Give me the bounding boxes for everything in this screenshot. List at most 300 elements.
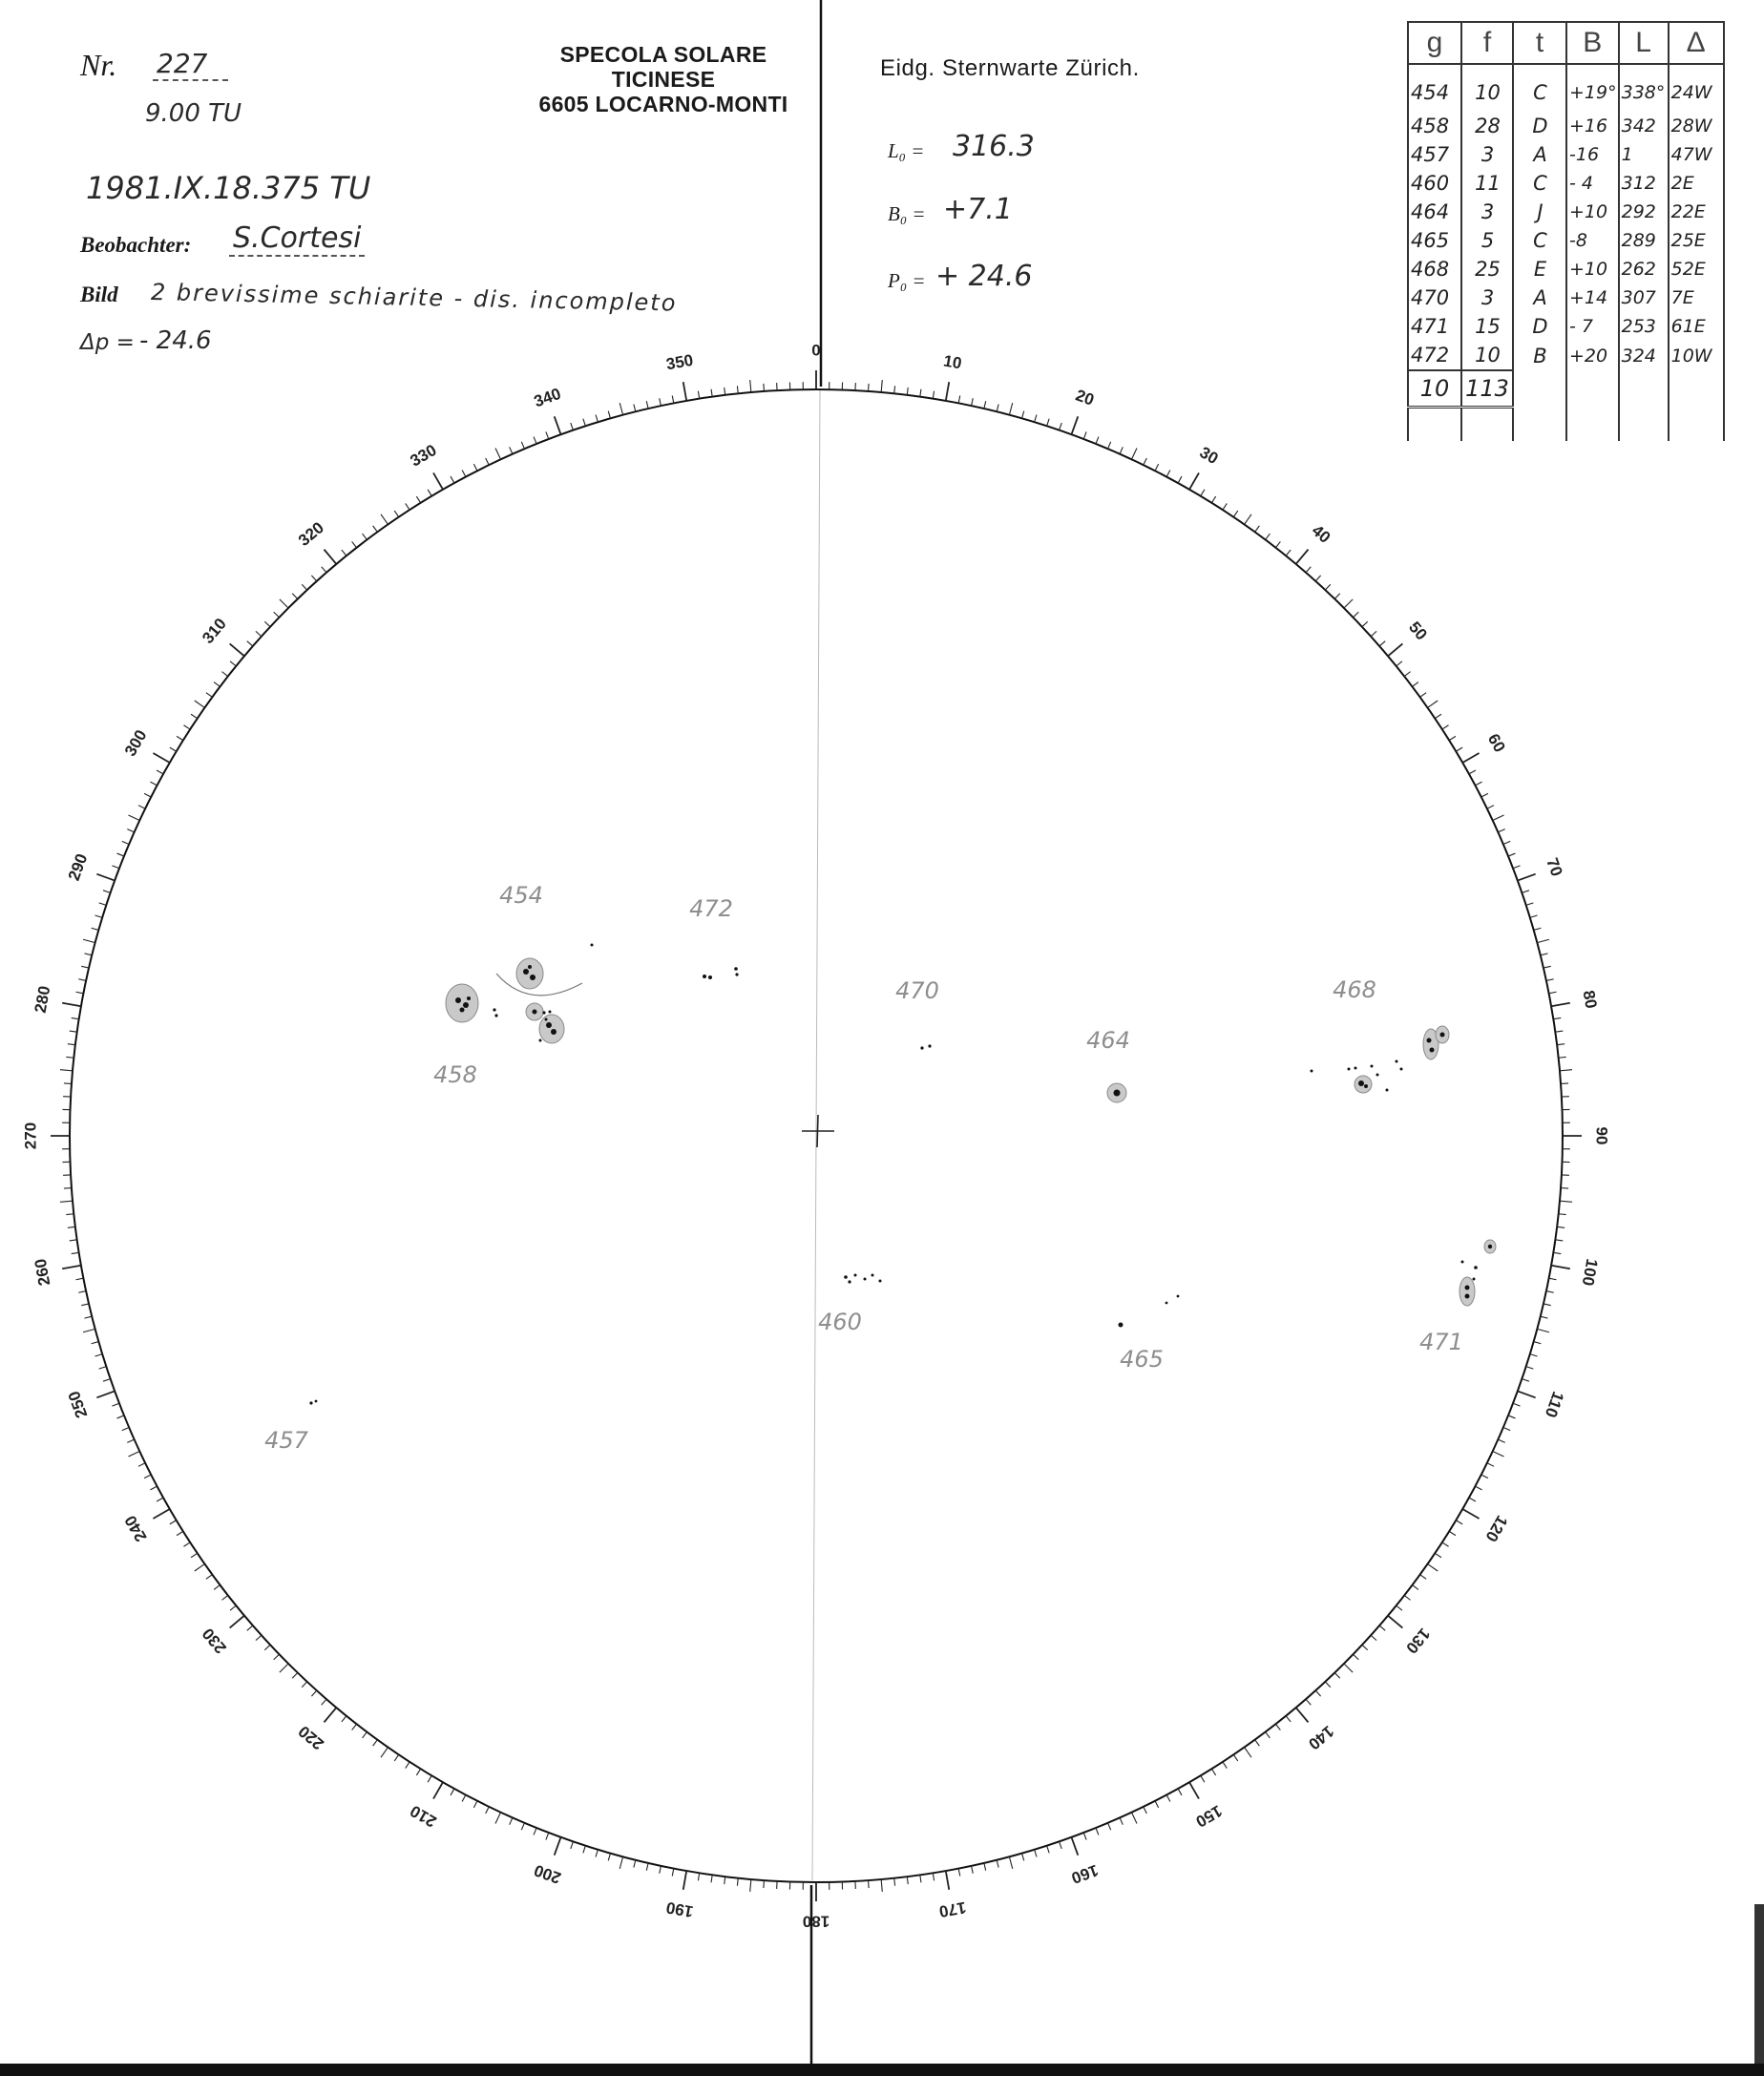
dial-tick [324, 1708, 336, 1722]
table-cell: 454 [1408, 64, 1461, 112]
dial-tick [381, 1748, 388, 1758]
dial-tick [534, 1828, 536, 1835]
dial-tick [433, 472, 443, 489]
umbra [1371, 1065, 1374, 1068]
penumbra-471 [1460, 1277, 1475, 1306]
table-cell: 1 [1619, 140, 1669, 169]
dial-tick [256, 631, 262, 636]
dial-tick [274, 1654, 280, 1660]
dial-tick [150, 1486, 157, 1490]
scan-bottom-edge [0, 2064, 1764, 2076]
dial-label: 160 [1068, 1860, 1102, 1888]
umbra [1427, 1038, 1432, 1043]
dial-tick [81, 966, 89, 968]
table-cell: 10 [1461, 64, 1513, 112]
dial-tick [1245, 1748, 1251, 1758]
dial-tick [433, 1782, 443, 1798]
dial-tick [1544, 966, 1551, 968]
dial-tick [103, 1379, 111, 1382]
dial-tick [933, 391, 934, 399]
dial-tick [206, 1575, 212, 1580]
umbra [1364, 1084, 1368, 1088]
dial-tick [1178, 1789, 1182, 1795]
umbra [533, 1010, 537, 1015]
table-header-3: B [1566, 22, 1619, 64]
umbra [920, 1046, 923, 1049]
umbra [539, 1039, 542, 1042]
dial-tick [1553, 1252, 1561, 1253]
dial-label: 310 [199, 615, 230, 647]
dial-tick [416, 1769, 420, 1775]
table-cell: +20 [1566, 341, 1619, 370]
dial-tick [711, 1875, 712, 1882]
dial-tick [1551, 1266, 1570, 1269]
dial-tick [1442, 725, 1449, 729]
dial-tick [1344, 599, 1353, 608]
dial-tick [1371, 631, 1376, 636]
dial-tick [1522, 891, 1529, 893]
dial-tick [958, 396, 960, 404]
table-cell: D [1513, 112, 1566, 140]
dial-tick [150, 782, 157, 786]
dial-tick [183, 1542, 190, 1546]
umbra [879, 1280, 882, 1283]
dial-tick [869, 1880, 870, 1888]
table-cell: 25E [1669, 226, 1724, 255]
umbra [549, 1011, 552, 1014]
dial-tick [1555, 1031, 1563, 1032]
dial-tick [1413, 682, 1418, 687]
dial-tick [1541, 954, 1548, 955]
group-label-472: 472 [689, 895, 733, 922]
dial-tick [112, 866, 118, 869]
dial-tick [230, 1605, 236, 1610]
dial-tick [1189, 1782, 1199, 1798]
institution-line-2: TICINESE [611, 67, 716, 92]
dial-tick [117, 1415, 124, 1418]
dial-tick [122, 841, 129, 844]
dial-label: 340 [531, 384, 564, 411]
dial-tick [1404, 672, 1410, 677]
dial-tick [764, 384, 765, 391]
dial-tick [1396, 1605, 1402, 1610]
umbra [735, 973, 738, 975]
table-header-2: t [1513, 22, 1566, 64]
dial-tick [1060, 423, 1062, 430]
dial-tick [311, 576, 316, 581]
umbra [494, 1014, 497, 1017]
dial-tick [958, 1869, 960, 1877]
dial-tick [1371, 1635, 1376, 1640]
dial-tick [221, 672, 227, 677]
dial-tick [83, 939, 95, 942]
table-cell: A [1513, 140, 1566, 169]
dial-tick [907, 1877, 908, 1884]
dial-tick [698, 1873, 699, 1880]
dial-label: 0 [811, 341, 821, 360]
dial-tick [1534, 928, 1542, 930]
group-label-471: 471 [1419, 1329, 1463, 1355]
dial-tick [170, 747, 177, 751]
dial-tick [510, 1817, 513, 1824]
dial-tick [634, 1860, 636, 1868]
dial-tick [324, 550, 336, 564]
dial-tick [1362, 1645, 1368, 1649]
dial-tick [473, 464, 477, 471]
dial-label: 210 [407, 1801, 440, 1832]
center-cross-v [817, 1115, 818, 1147]
dial-tick [1233, 1754, 1237, 1761]
dial-tick [363, 534, 368, 539]
dial-tick [191, 1553, 198, 1557]
dial-label: 40 [1308, 521, 1334, 547]
dial-tick [984, 1863, 986, 1871]
dial-tick [571, 1841, 574, 1849]
umbra [854, 1274, 857, 1277]
dial-tick [1508, 1415, 1515, 1418]
dial-tick [66, 1057, 74, 1058]
group-label-470: 470 [895, 977, 939, 1004]
observer-value: S.Cortesi [229, 221, 365, 257]
umbra [872, 1274, 874, 1277]
dial-tick [302, 1682, 306, 1688]
dial-tick [1541, 1316, 1548, 1318]
dial-tick [1047, 419, 1049, 427]
dial-label: 200 [531, 1860, 564, 1888]
dial-tick [997, 1860, 998, 1868]
dial-tick [394, 1754, 398, 1761]
group-label-468: 468 [1333, 976, 1376, 1003]
dial-tick [1544, 1304, 1551, 1306]
dial-tick [1518, 1391, 1536, 1397]
group-label-465: 465 [1120, 1346, 1164, 1373]
dial-tick [1557, 1044, 1564, 1045]
dial-tick [1442, 1542, 1449, 1546]
dial-tick [1559, 1057, 1566, 1058]
L0-value: 316.3 [953, 130, 1035, 163]
table-cell: -16 [1566, 140, 1619, 169]
nr-value: 227 [153, 48, 228, 81]
dial-tick [363, 1732, 368, 1738]
table-cell: 464 [1408, 198, 1461, 226]
dial-tick [95, 915, 103, 917]
table-cell: +10 [1566, 255, 1619, 283]
dial-tick [138, 1463, 145, 1467]
umbra [523, 969, 529, 975]
dial-tick [342, 1716, 346, 1722]
dial-tick [68, 1044, 75, 1045]
dial-tick [1526, 1367, 1534, 1369]
dial-tick [122, 1428, 129, 1431]
umbra [1114, 1090, 1121, 1097]
dial-tick [96, 1391, 115, 1397]
umbra [315, 1400, 318, 1403]
table-cell: E [1513, 255, 1566, 283]
dial-tick [451, 476, 454, 483]
bild-value: 2 brevissime schiarite - dis. incompleto [150, 279, 678, 317]
dial-tick [672, 396, 674, 404]
table-cell: 465 [1408, 226, 1461, 255]
umbra [703, 975, 706, 978]
umbra [1440, 1033, 1445, 1038]
dial-tick [322, 1699, 326, 1705]
dial-tick [1435, 1553, 1441, 1557]
table-cell: 292 [1619, 198, 1669, 226]
dial-tick [195, 1564, 205, 1571]
dial-tick [170, 1520, 177, 1524]
dial-tick [1493, 1451, 1504, 1456]
dial-tick [256, 1635, 262, 1640]
umbra [1354, 1067, 1357, 1070]
table-cell: 47W [1669, 140, 1724, 169]
dial-tick [920, 389, 921, 397]
umbra [1166, 1302, 1168, 1305]
dial-tick [83, 1329, 95, 1332]
dial-label: 130 [1402, 1625, 1434, 1657]
umbra [551, 1029, 556, 1035]
dial-tick [1522, 1379, 1529, 1382]
table-cell: +10 [1566, 198, 1619, 226]
dial-tick [62, 1003, 81, 1006]
dial-label: 350 [664, 350, 695, 374]
dial-tick [660, 398, 662, 406]
table-cell: 25 [1461, 255, 1513, 283]
dial-label: 150 [1192, 1801, 1226, 1832]
umbra [1461, 1261, 1464, 1264]
dial-tick [646, 1863, 648, 1871]
table-cell: 307 [1619, 283, 1669, 312]
dial-tick [907, 388, 908, 395]
B0-label: B₀ = [888, 202, 926, 225]
dial-label: 30 [1196, 443, 1222, 469]
table-cell: 253 [1619, 312, 1669, 341]
dial-tick [60, 1201, 73, 1202]
umbra [309, 1401, 312, 1404]
umbra [1474, 1266, 1478, 1269]
table-cell: 28W [1669, 112, 1724, 140]
dial-tick [608, 411, 610, 419]
table-cell: 5 [1461, 226, 1513, 255]
dial-tick [1296, 550, 1309, 564]
dial-tick [99, 903, 107, 905]
dial-tick [1035, 415, 1037, 423]
dial-tick [78, 1291, 86, 1293]
table-cell: 24W [1669, 64, 1724, 112]
dial-tick [462, 470, 466, 476]
dial-tick [1559, 1214, 1566, 1215]
table-header-4: L [1619, 22, 1669, 64]
dial-tick [76, 992, 84, 994]
table-cell: 468 [1408, 255, 1461, 283]
dial-tick [1498, 829, 1504, 832]
table-cell: 458 [1408, 112, 1461, 140]
dial-tick [1108, 442, 1111, 449]
table-cell: 61E [1669, 312, 1724, 341]
dial-tick [1555, 1240, 1563, 1241]
dial-tick [1255, 526, 1260, 532]
table-cell: B [1513, 341, 1566, 370]
dial-tick [92, 1342, 99, 1344]
dial-tick [112, 1403, 118, 1406]
dial-label: 320 [295, 518, 327, 550]
table-cell: A [1513, 283, 1566, 312]
dial-tick [352, 541, 357, 547]
dial-tick [764, 1880, 765, 1888]
table-cell: 471 [1408, 312, 1461, 341]
dial-tick [1334, 594, 1340, 599]
dial-label: 190 [664, 1898, 695, 1921]
dial-tick [81, 1304, 89, 1306]
table-cell: 3 [1461, 198, 1513, 226]
umbra [530, 975, 536, 980]
dial-tick [153, 1509, 169, 1519]
dial-tick [157, 770, 163, 774]
dial-tick [1526, 903, 1534, 905]
dial-tick [486, 1807, 490, 1814]
delta-p-value: - 24.6 [139, 326, 212, 355]
dial-tick [473, 1801, 477, 1808]
table-cell: - 7 [1566, 312, 1619, 341]
umbra [864, 1278, 867, 1281]
dial-tick [1508, 853, 1515, 856]
dial-tick [1513, 866, 1520, 869]
dial-tick [1354, 1654, 1359, 1660]
dial-tick [1120, 447, 1123, 453]
dial-tick [1201, 490, 1205, 496]
dial-label: 10 [941, 351, 963, 373]
dial-tick [214, 1585, 220, 1590]
dial-tick [373, 1740, 378, 1746]
dial-tick [1481, 793, 1488, 797]
dial-tick [183, 725, 190, 729]
dial-tick [230, 1616, 244, 1628]
umbra [591, 944, 594, 947]
dial-tick [646, 401, 648, 409]
dial-tick [946, 1871, 949, 1890]
dial-tick [583, 419, 585, 427]
table-cell: 10W [1669, 341, 1724, 370]
dial-tick [1022, 1854, 1024, 1861]
dial-tick [1275, 541, 1280, 547]
dial-tick [230, 643, 244, 656]
date-value: 1981.IX.18.375 TU [86, 170, 371, 206]
dial-tick [724, 1877, 725, 1884]
dial-tick [1560, 1070, 1572, 1071]
dial-tick [428, 1775, 431, 1782]
dial-tick [381, 514, 388, 525]
dial-tick [620, 403, 622, 415]
table-cell: 3 [1461, 140, 1513, 169]
dial-tick [521, 442, 524, 449]
dial-tick [1420, 693, 1426, 698]
dial-tick [1493, 815, 1504, 820]
table-cell: 289 [1619, 226, 1669, 255]
P0-label: P₀ = [888, 269, 926, 292]
dial-tick [997, 404, 998, 411]
umbra [545, 1018, 548, 1021]
dial-tick [1503, 1428, 1510, 1431]
table-cell: 338° [1619, 64, 1669, 112]
umbra [455, 997, 461, 1003]
umbra [708, 975, 712, 979]
dial-tick [608, 1854, 610, 1861]
dial-tick [1035, 1850, 1037, 1857]
dial-tick [1144, 458, 1147, 465]
dial-tick [157, 1498, 163, 1501]
dial-tick [634, 404, 636, 411]
nr-label: Nr. [80, 48, 117, 82]
dial-label: 270 [21, 1122, 40, 1150]
dial-tick [1404, 1595, 1410, 1600]
dial-tick [894, 1878, 895, 1886]
dial-label: 240 [120, 1512, 151, 1545]
table-cell: 262 [1619, 255, 1669, 283]
dial-tick [1211, 496, 1215, 503]
dial-tick [177, 1531, 183, 1535]
dial-tick [1047, 1846, 1049, 1854]
dial-tick [698, 391, 699, 399]
table-cell: 342 [1619, 112, 1669, 140]
dial-tick [1325, 1682, 1330, 1688]
penumbra-458 [446, 984, 478, 1022]
umbra [460, 1008, 465, 1013]
dial-tick [230, 661, 236, 666]
dial-tick [373, 526, 378, 532]
dial-tick [1487, 806, 1494, 809]
dial-tick [1223, 503, 1227, 510]
dial-tick [1518, 874, 1536, 881]
dial-tick [881, 1879, 882, 1892]
dial-tick [1155, 1801, 1159, 1808]
table-cell: 324 [1619, 341, 1669, 370]
umbra [546, 1022, 552, 1028]
table-cell: 472 [1408, 341, 1461, 370]
dial-tick [1498, 1439, 1504, 1442]
dial-tick [1060, 1841, 1062, 1849]
dial-tick [103, 891, 111, 893]
table-cell: 457 [1408, 140, 1461, 169]
dial-label: 170 [937, 1898, 968, 1921]
dial-tick [1201, 1775, 1205, 1782]
dial-tick [128, 815, 139, 820]
total-groups: 10 [1408, 370, 1461, 408]
table-cell: 312 [1619, 169, 1669, 198]
dial-tick [1296, 1708, 1309, 1722]
dial-tick [894, 386, 895, 393]
dial-tick [711, 389, 712, 397]
dial-tick [352, 1724, 357, 1730]
dial-tick [1009, 1856, 1012, 1869]
dial-tick [78, 979, 86, 981]
dial-tick [920, 1875, 921, 1882]
dial-tick [292, 594, 298, 599]
dial-tick [1561, 1188, 1568, 1189]
dial-tick [972, 1866, 974, 1874]
dial-tick [737, 1878, 738, 1886]
dial-tick [70, 1240, 77, 1241]
meridian-line [812, 389, 820, 1880]
scan-edge [1754, 1904, 1764, 2066]
dial-tick [1537, 939, 1549, 942]
dial-tick [92, 928, 99, 930]
dial-tick [1286, 550, 1291, 556]
dial-tick [869, 384, 870, 391]
dial-tick [596, 1850, 598, 1857]
dial-label: 100 [1578, 1257, 1602, 1288]
dial-tick [64, 1083, 72, 1084]
penumbra [539, 1015, 564, 1043]
dial-label: 280 [31, 984, 54, 1015]
